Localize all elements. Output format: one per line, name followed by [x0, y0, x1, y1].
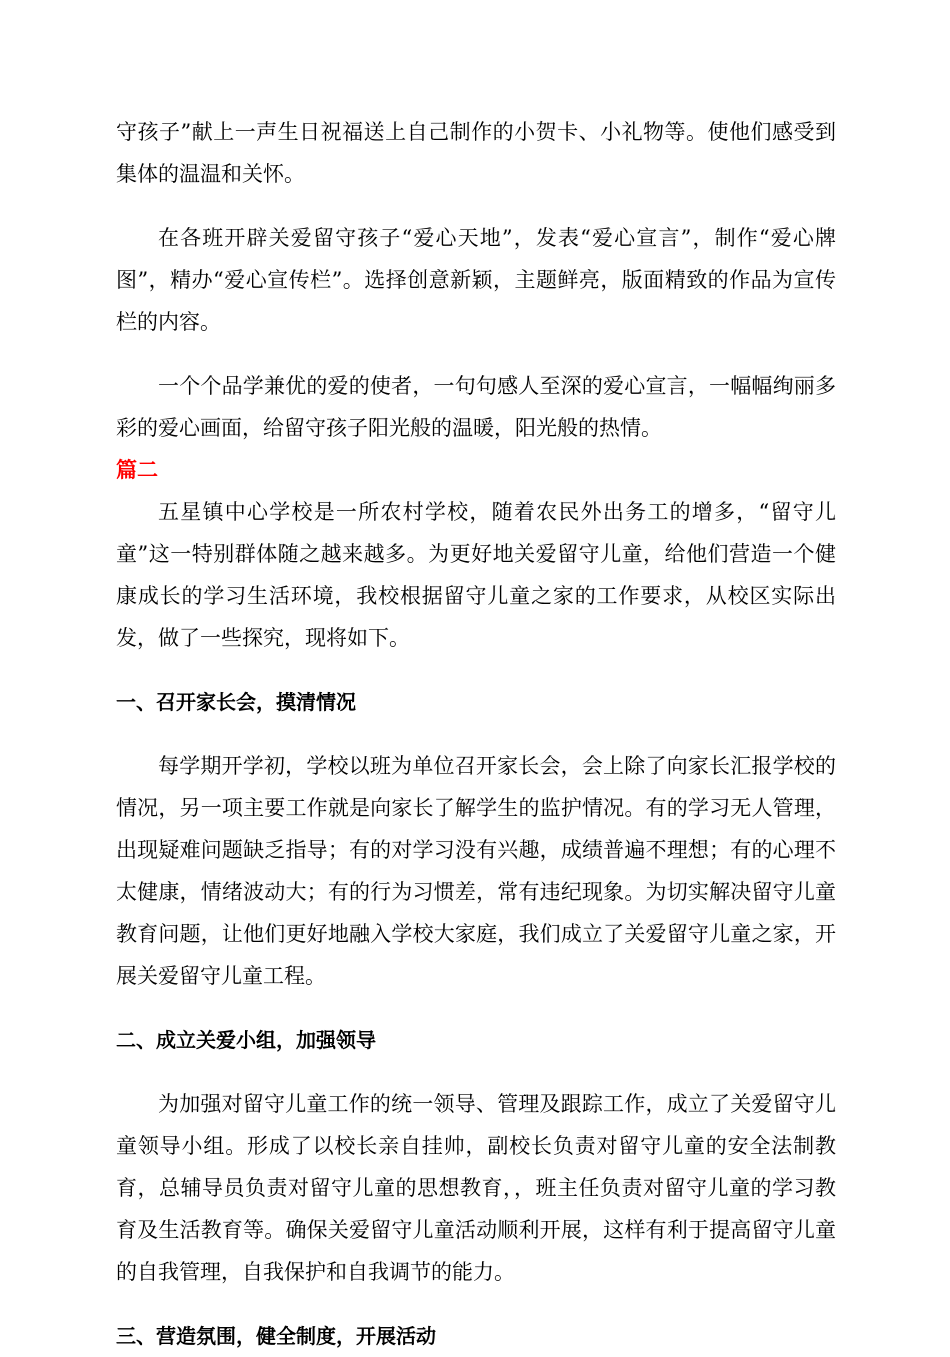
heading-1: 一、召开家长会，摸清情况 [116, 690, 356, 714]
paragraph-5: 每学期开学初，学校以班为单位召开家长会，会上除了向家长汇报学校的情况，另一项主要工作就是向家长了解学生的监护情况。有的学习无人管理，出现疑难问题缺乏指导；有的对学习没有兴趣，成绩普遍不理想；有的心理不太健康，情绪波动大；有的行为习惯差，常有违纪现象。为切实解决留守儿童教育问题，让他们更好地融入学校大家庭，我们成立了关爱留守儿童之家，开展关爱留守儿童工程。 [116, 754, 836, 988]
paragraph-1: 守孩子”献上一声生日祝福送上自己制作的小贺卡、小礼物等。使他们感受到集体的温温和关怀。 [116, 120, 836, 186]
paragraph-6: 为加强对留守儿童工作的统一领导、管理及跟踪工作，成立了关爱留守儿童领导小组。形成了以校长亲自挂帅，副校长负责对留守儿童的安全法制教育，总辅导员负责对留守儿童的思想教育，，班主任负责对留守儿童的学习教育及生活教育等。确保关爱留守儿童活动顺利开展，这样有利于提高留守儿童的自我管理，自我保护和自我调节的能力。 [116, 1092, 836, 1284]
paragraph-3: 一个个品学兼优的爱的使者，一句句感人至深的爱心宣言，一幅幅绚丽多彩的爱心画面，给留守孩子阳光般的温暖，阳光般的热情。 [116, 374, 836, 440]
paragraph-2: 在各班开辟关爱留守孩子“爱心天地”，发表“爱心宣言”，制作“爱心牌图”，精办“爱心宣传栏”。选择创意新颖，主题鲜亮，版面精致的作品为宣传栏的内容。 [116, 226, 836, 334]
paragraph-4: 五星镇中心学校是一所农村学校，随着农民外出务工的增多，“留守儿童”这一特别群体随之越来越多。为更好地关爱留守儿童，给他们营造一个健康成长的学习生活环境，我校根据留守儿童之家的工作要求，从校区实际出发，做了一些探究，现将如下。 [116, 500, 836, 650]
heading-3: 三、营造氛围，健全制度，开展活动 [116, 1324, 436, 1348]
heading-2: 二、成立关爱小组，加强领导 [116, 1028, 376, 1052]
document-body [116, 111, 836, 1357]
section-label: 篇二 [116, 458, 158, 482]
